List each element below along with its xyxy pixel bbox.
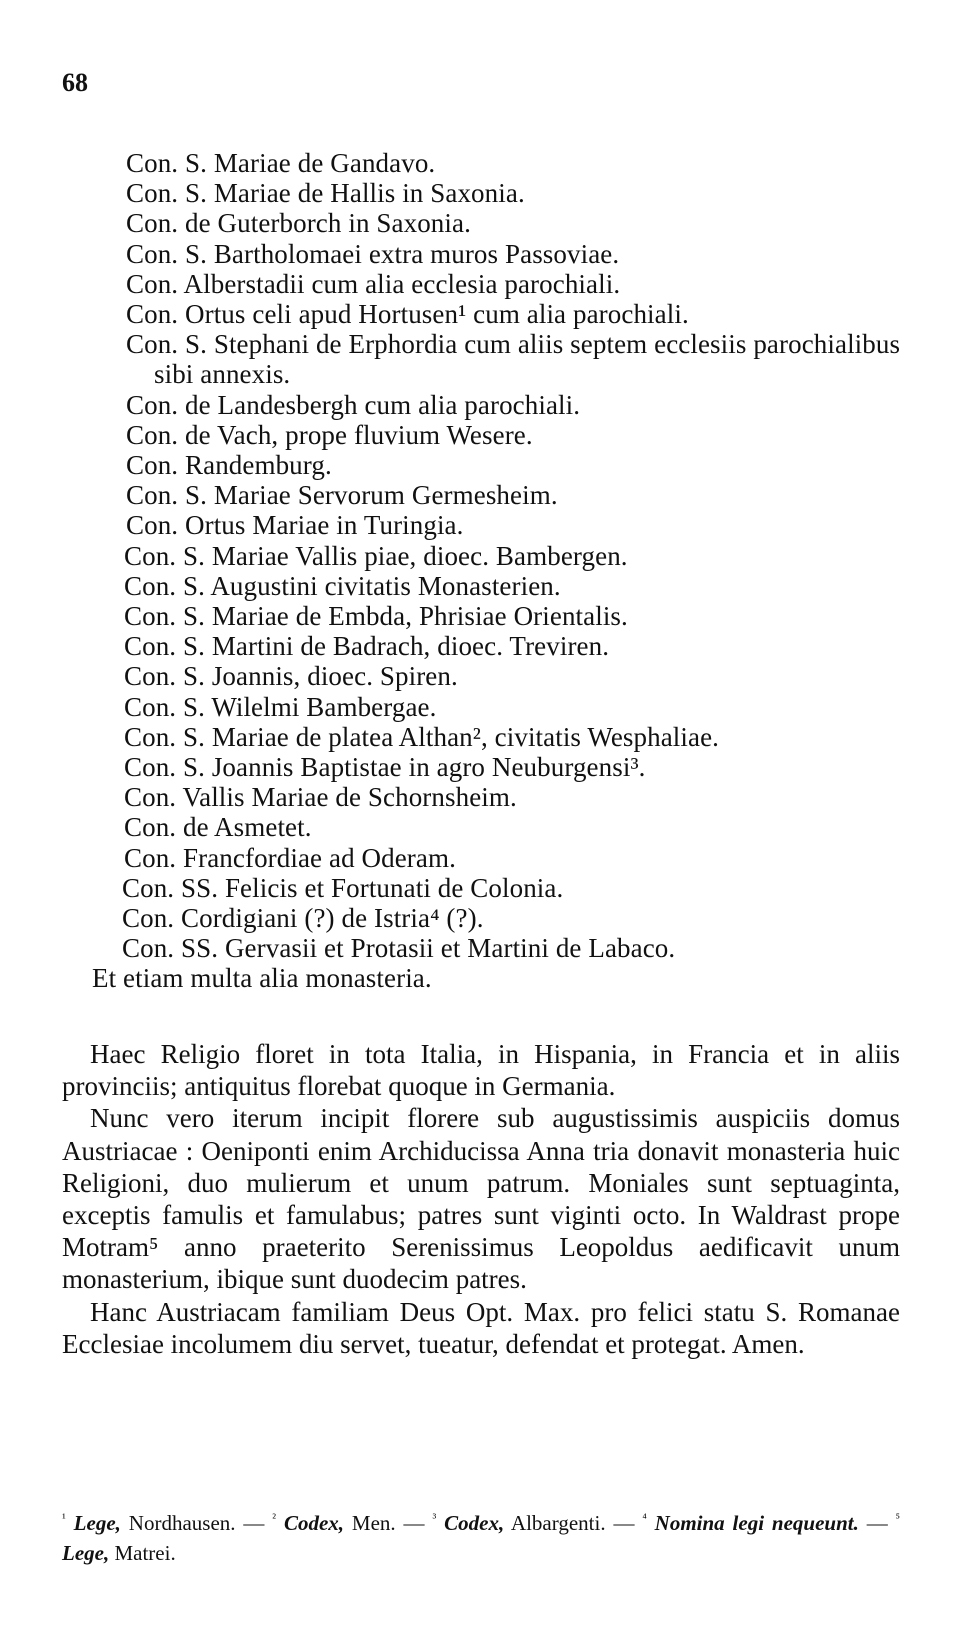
body-text: [62, 1038, 900, 1360]
list-entry: Con. de Landesbergh cum alia parochiali.: [126, 389, 581, 420]
footnote: [432, 1511, 642, 1535]
footnote-text: Nordhausen. —: [120, 1511, 273, 1535]
list-entry: Con. S. Mariae Vallis piae, dioec. Bambergen.: [124, 540, 628, 571]
footnote-mark: ¹: [62, 1511, 66, 1525]
list-entry: Con. S. Martini de Badrach, dioec. Treviren.: [124, 631, 610, 662]
footnote-label: Codex,: [444, 1511, 505, 1535]
list-entry: Con. S. Mariae Servorum Germesheim.: [126, 480, 558, 511]
list-entry: Con. S. Mariae de Gandavo.: [126, 148, 436, 178]
footnotes: [62, 1508, 900, 1568]
list-entry: Con. de Vach, prope fluvium Wesere.: [126, 419, 533, 450]
paragraph: Haec Religio floret in tota Italia, in Hispania, in Francia et in aliis provinciis; antiquitus florebat quoque in Germania.: [62, 1039, 900, 1102]
list-entry: Et etiam multa alia monasteria.: [92, 963, 432, 994]
footnote-text: Men. —: [344, 1511, 433, 1535]
list-entry: Con. SS. Gervasii et Protasii et Martini de Labaco.: [122, 933, 676, 964]
footnote-mark: ⁵: [895, 1511, 901, 1525]
list-entry: Con. Alberstadii cum alia ecclesia parochiali.: [126, 268, 621, 299]
list-entry: Con. S. Mariae de Hallis in Saxonia.: [126, 178, 525, 209]
list-entry: Con. S. Wilelmi Bambergae.: [124, 691, 437, 722]
list-entry: Con. S. Augustini civitatis Monasterien.: [124, 570, 561, 601]
footnote-mark: ²: [272, 1511, 277, 1525]
list-entry: Con. S. Joannis, dioec. Spiren.: [124, 661, 458, 692]
list-entry: Con. de Asmetet.: [124, 812, 312, 843]
paragraph: Hanc Austriacam familiam Deus Opt. Max. pro felici statu S. Romanae Ecclesiae incolumem diu servet, tueatur, defendat et protegat. Amen.: [62, 1296, 900, 1359]
monastery-list: [0, 148, 960, 994]
list-entry: Con. S. Joannis Baptistae in agro Neuburgensi³.: [124, 752, 646, 783]
list-entry: Con. S. Mariae de Embda, Phrisiae Orientalis.: [124, 601, 628, 632]
footnote-mark: ³: [432, 1511, 437, 1525]
list-entry: Con. de Guterborch in Saxonia.: [126, 208, 471, 239]
footnote: [62, 1511, 272, 1535]
list-entry: Con. Francfordiae ad Oderam.: [124, 842, 456, 873]
footnote: [642, 1511, 895, 1535]
footnote-label: Lege,: [62, 1541, 110, 1565]
list-entry: Con. SS. Felicis et Fortunati de Colonia.: [122, 872, 564, 903]
footnote: [272, 1511, 432, 1535]
footnote-text: —: [858, 1511, 896, 1535]
page-number: 68: [62, 68, 88, 97]
list-entry: Con. Ortus Mariae in Turingia.: [126, 510, 464, 541]
footnote-mark: ⁴: [642, 1511, 647, 1525]
paragraph: Nunc vero iterum incipit florere sub augustissimis auspiciis domus Austriacae : Oeniponti enim Archiducissa Anna tria donavit monasteria huic Religioni, duo mulierum et unum patrum. Moniales sunt septuaginta, exceptis famulis et famulabus; patres sunt viginti octo. In Waldrast prope Motram⁵ anno praeterito Serenissimus Leopoldus aedificavit unum monasterium, ibique sunt duodecim patres.: [62, 1103, 900, 1295]
list-entry: Con. Cordigiani (?) de Istria⁴ (?).: [122, 903, 484, 934]
list-entry: Con. S. Mariae de platea Althan², civitatis Wesphaliae.: [124, 721, 720, 752]
footnote-label: Lege,: [73, 1511, 121, 1535]
list-entry: Con. Ortus celi apud Hortusen¹ cum alia parochiali.: [126, 299, 689, 330]
list-entry: Con. S. Bartholomaei extra muros Passoviae.: [126, 238, 620, 269]
list-entry: Con. S. Stephani de Erphordia cum aliis septem ecclesiis parochialibus sibi annexis.: [126, 329, 901, 390]
footnote-text: Albargenti. —: [504, 1511, 643, 1535]
list-entry: Con. Vallis Mariae de Schornsheim.: [124, 782, 517, 813]
list-entry: Con. Randemburg.: [126, 450, 332, 481]
footnote-label: Codex,: [283, 1511, 345, 1535]
footnote-text: Matrei.: [109, 1541, 176, 1565]
footnote-label: Nomina legi nequeunt.: [654, 1511, 859, 1535]
